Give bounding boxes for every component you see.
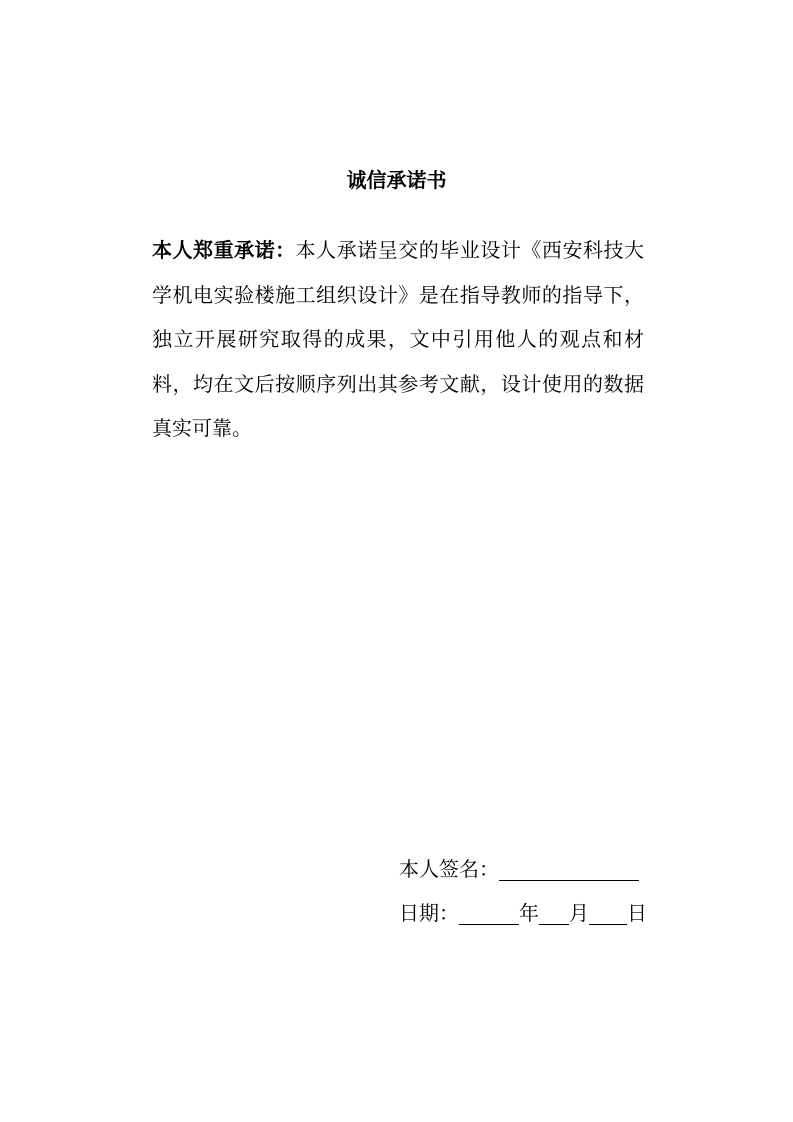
year-blank-line — [459, 902, 519, 925]
year-label: 年 — [519, 901, 539, 925]
month-label: 月 — [569, 901, 589, 925]
pledge-lead: 本人郑重承诺： — [152, 238, 296, 262]
page-title: 诚信承诺书 — [346, 168, 447, 192]
month-blank-line — [539, 902, 569, 925]
date-row — [399, 899, 647, 927]
date-label: 日期： — [399, 901, 459, 925]
signature-row — [399, 855, 647, 883]
day-blank-line — [589, 902, 627, 925]
pledge-paragraph — [152, 228, 644, 451]
signature-label: 本人签名： — [399, 857, 499, 881]
signature-block — [399, 855, 647, 927]
day-label: 日 — [627, 901, 647, 925]
signature-blank-line — [499, 858, 639, 881]
pledge-text: 本人承诺呈交的毕业设计《西安科技大学机电实验楼施工组织设计》是在指导教师的指导下，独立开展研究取得的成果，文中引用他人的观点和材料，均在文后按顺序列出其参考文献，设计使用的数据真实可靠。 — [152, 238, 645, 440]
